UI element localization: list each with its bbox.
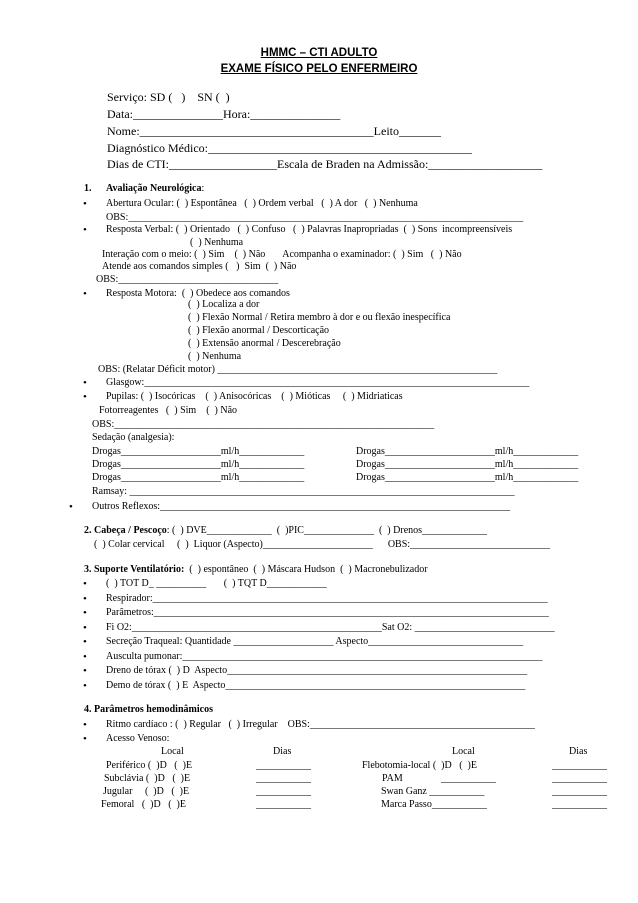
cervical-collar-liquor-field[interactable]: ( ) Colar cervical ( ) Liquor (Aspecto)______________________ OBS:____________________________ bbox=[94, 539, 551, 550]
col-days-header-2: Dias bbox=[569, 746, 588, 757]
section-2-heading: 2. Cabeça / Pescoço bbox=[84, 525, 167, 536]
service-field[interactable]: Serviço: SD ( ) SN ( ) bbox=[107, 90, 230, 104]
days-field-right[interactable]: ___________ bbox=[552, 760, 607, 771]
section-3-line[interactable] bbox=[84, 564, 428, 576]
tube-field[interactable]: • ( ) TOT D_ __________ ( ) TQT D____________ bbox=[106, 578, 327, 590]
ramsay-field[interactable]: Ramsay: _____________________________________________________________________________ bbox=[92, 486, 515, 497]
eye-opening-field[interactable]: • Abertura Ocular: ( ) Espontânea ( ) Ordem verbal ( ) A dor ( ) Nenhuma bbox=[106, 198, 418, 210]
diagnosis-field[interactable]: Diagnóstico Médico:____________________________________________ bbox=[107, 141, 472, 155]
simple-commands-field[interactable]: Atende aos comandos simples ( ) Sim ( ) Não bbox=[102, 261, 297, 272]
motor-option[interactable]: ( ) Localiza a dor bbox=[188, 299, 260, 310]
section-1-heading bbox=[106, 183, 204, 195]
ventilator-field[interactable]: • Respirador:_______________________________________________________________________________ bbox=[106, 593, 548, 605]
days-field[interactable]: ___________ bbox=[256, 760, 311, 771]
drug-field[interactable]: Drogas____________________ml/h_____________ bbox=[92, 446, 305, 457]
section-2-line[interactable] bbox=[84, 525, 487, 537]
col-local-header: Local bbox=[161, 746, 184, 757]
days-field[interactable]: ___________ bbox=[256, 799, 311, 810]
access-site-row[interactable]: Femoral ( )D ( )E bbox=[101, 799, 186, 810]
form-title: HMMC – CTI ADULTO bbox=[260, 47, 378, 59]
section-4-heading: 4. Parâmetros hemodinâmicos bbox=[84, 704, 213, 715]
chest-drain-left-field[interactable]: • Demo de tórax ( ) E Aspecto____________________________________________________________ bbox=[106, 680, 525, 692]
drug-field[interactable]: Drogas______________________ml/h_____________ bbox=[356, 446, 579, 457]
drug-field[interactable]: Drogas______________________ml/h_____________ bbox=[356, 472, 579, 483]
motor-deficit-obs[interactable]: OBS: (Relatar Déficit motor) ________________________________________________________ bbox=[98, 364, 498, 375]
pulmonary-auscultation-field[interactable]: • Ausculta pumonar:________________________________________________________________________ bbox=[106, 651, 542, 663]
name-bed-field[interactable]: Nome:_______________________________________Leito_______ bbox=[107, 124, 441, 138]
pam-line[interactable]: ___________ bbox=[441, 773, 496, 784]
access-site-row-right[interactable]: Swan Ganz ___________ bbox=[381, 786, 485, 797]
access-site-row[interactable]: Jugular ( )D ( )E bbox=[103, 786, 190, 797]
motor-option[interactable]: ( ) Nenhuma bbox=[188, 351, 242, 362]
photoreactive-field[interactable]: Fotorreagentes ( ) Sim ( ) Não bbox=[99, 405, 238, 416]
other-reflexes-field[interactable]: • Outros Reflexos:______________________________________________________________________ bbox=[92, 501, 510, 513]
section-1-title: Avaliação Neurológica bbox=[106, 183, 202, 194]
section-3-heading: 3. Suporte Ventilatório: bbox=[84, 564, 185, 575]
drug-field[interactable]: Drogas____________________ml/h_____________ bbox=[92, 472, 305, 483]
days-field-right[interactable]: ___________ bbox=[552, 799, 607, 810]
section-1-number: 1. bbox=[84, 183, 92, 194]
section-1-colon: : bbox=[201, 183, 205, 194]
parameters-field[interactable]: • Parâmetros:_______________________________________________________________________________ bbox=[106, 607, 549, 619]
days-field-right[interactable]: ___________ bbox=[552, 773, 607, 784]
motor-option[interactable]: ( ) Flexão Normal / Retira membro à dor e ou flexão inespecífica bbox=[188, 312, 451, 323]
drug-field[interactable]: Drogas______________________ml/h_____________ bbox=[356, 459, 579, 470]
icu-days-braden-field[interactable]: Dias de CTI:__________________Escala de Braden na Admissão:___________________ bbox=[107, 157, 543, 171]
motor-option[interactable]: ( ) Flexão anormal / Descorticação bbox=[188, 325, 330, 336]
access-site-row[interactable]: Periférico ( )D ( )E bbox=[106, 760, 193, 771]
verbal-none-option[interactable]: ( ) Nenhuma bbox=[190, 237, 244, 248]
motor-option[interactable]: ( ) Extensão anormal / Descerebração bbox=[188, 338, 341, 349]
head-neck-devices[interactable]: : ( ) DVE_____________ ( )PIC______________ ( ) Drenos_____________ bbox=[166, 525, 488, 536]
obs-field-3[interactable]: OBS:________________________________________________________________ bbox=[92, 419, 435, 430]
access-site-row-right[interactable]: Flebotomia-local ( )D ( )E bbox=[362, 760, 477, 771]
glasgow-field[interactable]: • Glasgow:_____________________________________________________________________________ bbox=[106, 377, 529, 389]
days-field[interactable]: ___________ bbox=[256, 786, 311, 797]
days-field-right[interactable]: ___________ bbox=[552, 786, 607, 797]
fio2-sato2-field[interactable]: • Fi O2:__________________________________________________Sat O2: ____________________________ bbox=[106, 622, 555, 634]
obs-field-2[interactable]: OBS:________________________________ bbox=[96, 274, 279, 285]
motor-response-field[interactable]: • Resposta Motora: ( ) Obedece aos comandos bbox=[106, 288, 290, 300]
access-site-row-right[interactable]: PAM bbox=[382, 773, 403, 784]
drug-field[interactable]: Drogas____________________ml/h_____________ bbox=[92, 459, 305, 470]
form-subtitle: EXAME FÍSICO PELO ENFERMEIRO bbox=[220, 63, 418, 75]
pupils-field[interactable]: • Pupilas: ( ) Isocóricas ( ) Anisocóricas ( ) Mióticas ( ) Midriaticas bbox=[106, 391, 403, 403]
chest-drain-right-field[interactable]: • Dreno de tórax ( ) D Aspecto____________________________________________________________ bbox=[106, 665, 527, 677]
days-field[interactable]: ___________ bbox=[256, 773, 311, 784]
heart-rhythm-field[interactable]: • Ritmo cardíaco : ( ) Regular ( ) Irregular OBS:_____________________________________________ bbox=[106, 719, 535, 731]
date-time-field[interactable]: Data:_______________Hora:_______________ bbox=[107, 107, 341, 121]
sedation-label: Sedação (analgesia): bbox=[92, 432, 175, 443]
verbal-response-field[interactable]: • Resposta Verbal: ( ) Orientado ( ) Confuso ( ) Palavras Inapropriadas ( ) Sons incompreensíveis bbox=[106, 224, 512, 236]
ventilation-mode-options[interactable]: ( ) espontâneo ( ) Máscara Hudson ( ) Macronebulizador bbox=[184, 564, 428, 575]
col-days-header: Dias bbox=[273, 746, 292, 757]
venous-access-label: • Acesso Venoso: bbox=[106, 733, 169, 745]
obs-field-1[interactable]: OBS:_______________________________________________________________________________ bbox=[106, 212, 524, 223]
access-site-row[interactable]: Subclávia ( )D ( )E bbox=[104, 773, 191, 784]
interaction-field[interactable]: Interação com o meio: ( ) Sim ( ) Não Acompanha o examinador: ( ) Sim ( ) Não bbox=[102, 249, 462, 260]
access-site-row-right[interactable]: Marca Passo___________ bbox=[381, 799, 487, 810]
tracheal-secretion-field[interactable]: • Secreção Traqueal: Quantidade ____________________ Aspecto_______________________________ bbox=[106, 636, 523, 648]
col-local-header-2: Local bbox=[452, 746, 475, 757]
